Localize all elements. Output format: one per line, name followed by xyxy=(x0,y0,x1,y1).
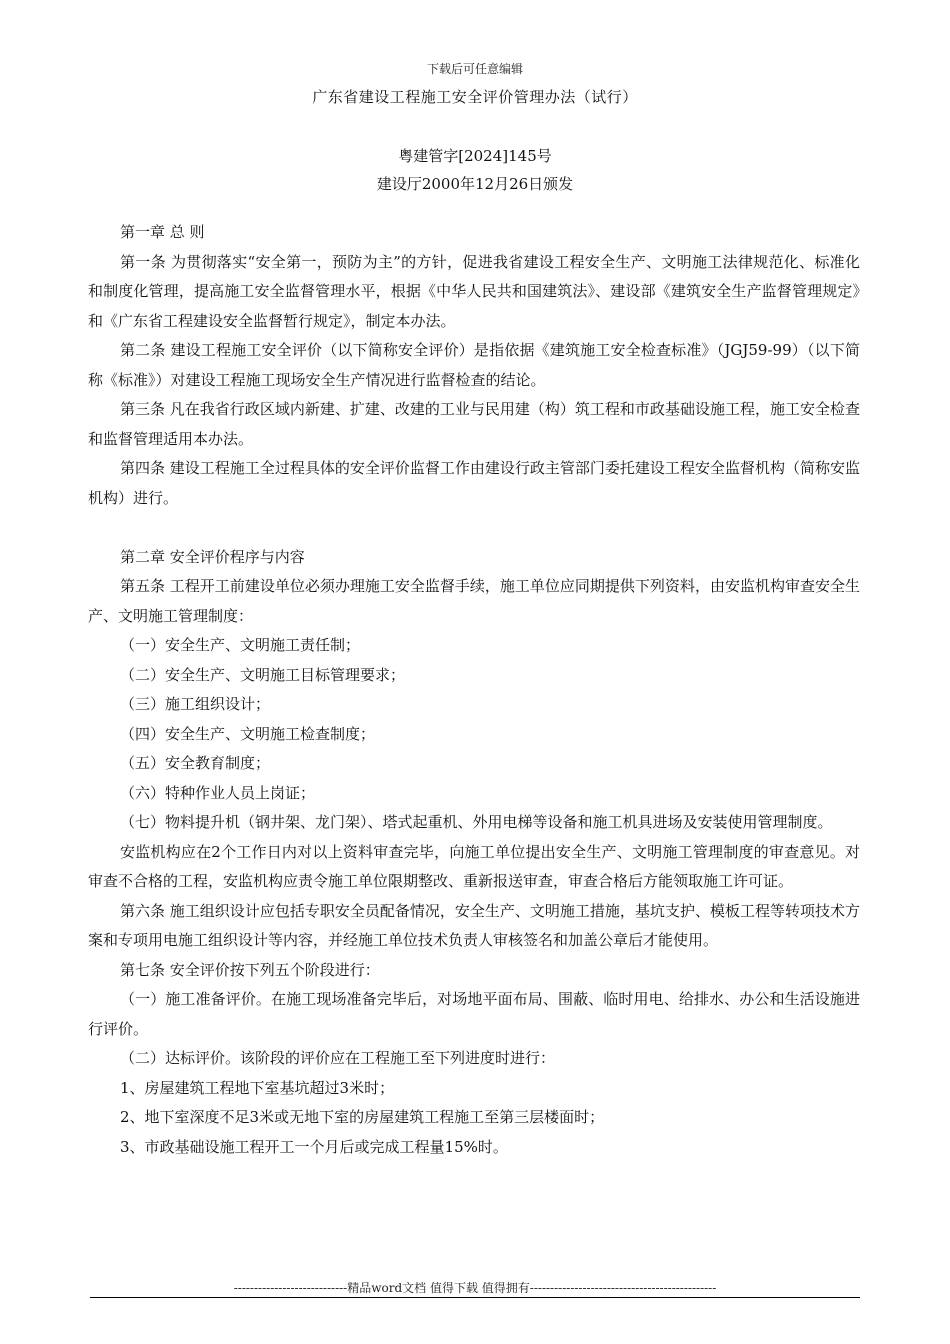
document-title: 广东省建设工程施工安全评价管理办法（试行） xyxy=(312,88,638,106)
list-item: （五）安全教育制度； xyxy=(120,754,271,772)
footer-note: ----------------------------精品word文档 值得下载 值得拥有---------------------------------------------- xyxy=(233,1281,717,1295)
list-item: （二）安全生产、文明施工目标管理要求； xyxy=(120,665,406,684)
header-note: 下载后可任意编辑 xyxy=(426,62,523,76)
list-item: 2、地下室深度不足3米或无地下室的房屋建筑工程施工至第三层楼面时； xyxy=(120,1108,605,1126)
list-item: （七）物料提升机（钢井架、龙门架）、塔式起重机、外用电梯等设备和施工机具进场及安装使用管理制度。 xyxy=(120,813,833,831)
article-paragraph: 第六条 施工组织设计应包括专职安全员配备情况，安全生产、文明施工措施，基坑支护、模板工程等转项技术方案和专项用电施工组织设计等内容，并经施工单位技术负责人审核签名和加盖公章后才能使用。 xyxy=(88,901,860,949)
list-item: 3、市政基础设施工程开工一个月后或完成工程量15%时。 xyxy=(120,1137,508,1156)
list-item: （四）安全生产、文明施工检查制度； xyxy=(120,724,376,743)
list-item: 1、房屋建筑工程地下室基坑超过3米时； xyxy=(120,1078,395,1097)
chapter-heading: 第二章 安全评价程序与内容 xyxy=(120,547,305,566)
article-paragraph: 安监机构应在2个工作日内对以上资料审查完毕，向施工单位提出安全生产、文明施工管理制度的审查意见。对审查不合格的工程，安监机构应责令施工单位限期整改、重新报送审查，审查合格后方能领取施工许可证。 xyxy=(88,842,860,890)
blank-line xyxy=(88,513,860,543)
document-number: 粤建管字[2024]145号 xyxy=(398,147,552,165)
list-item: （一）施工准备评价。在施工现场准备完毕后，对场地平面布局、围蔽、临时用电、给排水、办公和生活设施进行评价。 xyxy=(88,990,860,1038)
article-paragraph: 第二条 建设工程施工安全评价（以下简称安全评价）是指依据《建筑施工安全检查标准》（JGJ59-99）（以下简称《标准》）对建设工程施工现场安全生产情况进行监督检查的结论。 xyxy=(88,341,860,389)
list-item: （三）施工组织设计； xyxy=(120,695,271,713)
footer-divider xyxy=(90,1297,860,1298)
list-item: （一）安全生产、文明施工责任制； xyxy=(120,636,361,654)
list-item: （六）特种作业人员上岗证； xyxy=(120,783,316,802)
document-body xyxy=(88,218,860,1162)
article-paragraph: 第三条 凡在我省行政区域内新建、扩建、改建的工业与民用建（构）筑工程和市政基础设施工程，施工安全检查和监督管理适用本办法。 xyxy=(88,400,860,448)
issue-line: 建设厅2000年12月26日颁发 xyxy=(376,175,574,193)
article-paragraph: 第五条 工程开工前建设单位必须办理施工安全监督手续，施工单位应同期提供下列资料，由安监机构审查安全生产、文明施工管理制度： xyxy=(88,577,860,625)
article-paragraph: 第四条 建设工程施工全过程具体的安全评价监督工作由建设行政主管部门委托建设工程安全监督机构（简称安监机构）进行。 xyxy=(88,459,860,507)
list-item: （二）达标评价。该阶段的评价应在工程施工至下列进度时进行： xyxy=(120,1049,556,1067)
article-paragraph: 第一条 为贯彻落实“安全第一，预防为主”的方针，促进我省建设工程安全生产、文明施工法律规范化、标准化和制度化管理，提高施工安全监督管理水平，根据《中华人民共和国建筑法》、建设部《建筑安全生产监督管理规定》和《广东省工程建设安全监督暂行规定》，制定本办法。 xyxy=(88,252,860,330)
chapter-heading: 第一章 总 则 xyxy=(120,223,205,241)
article-paragraph: 第七条 安全评价按下列五个阶段进行： xyxy=(120,960,380,979)
